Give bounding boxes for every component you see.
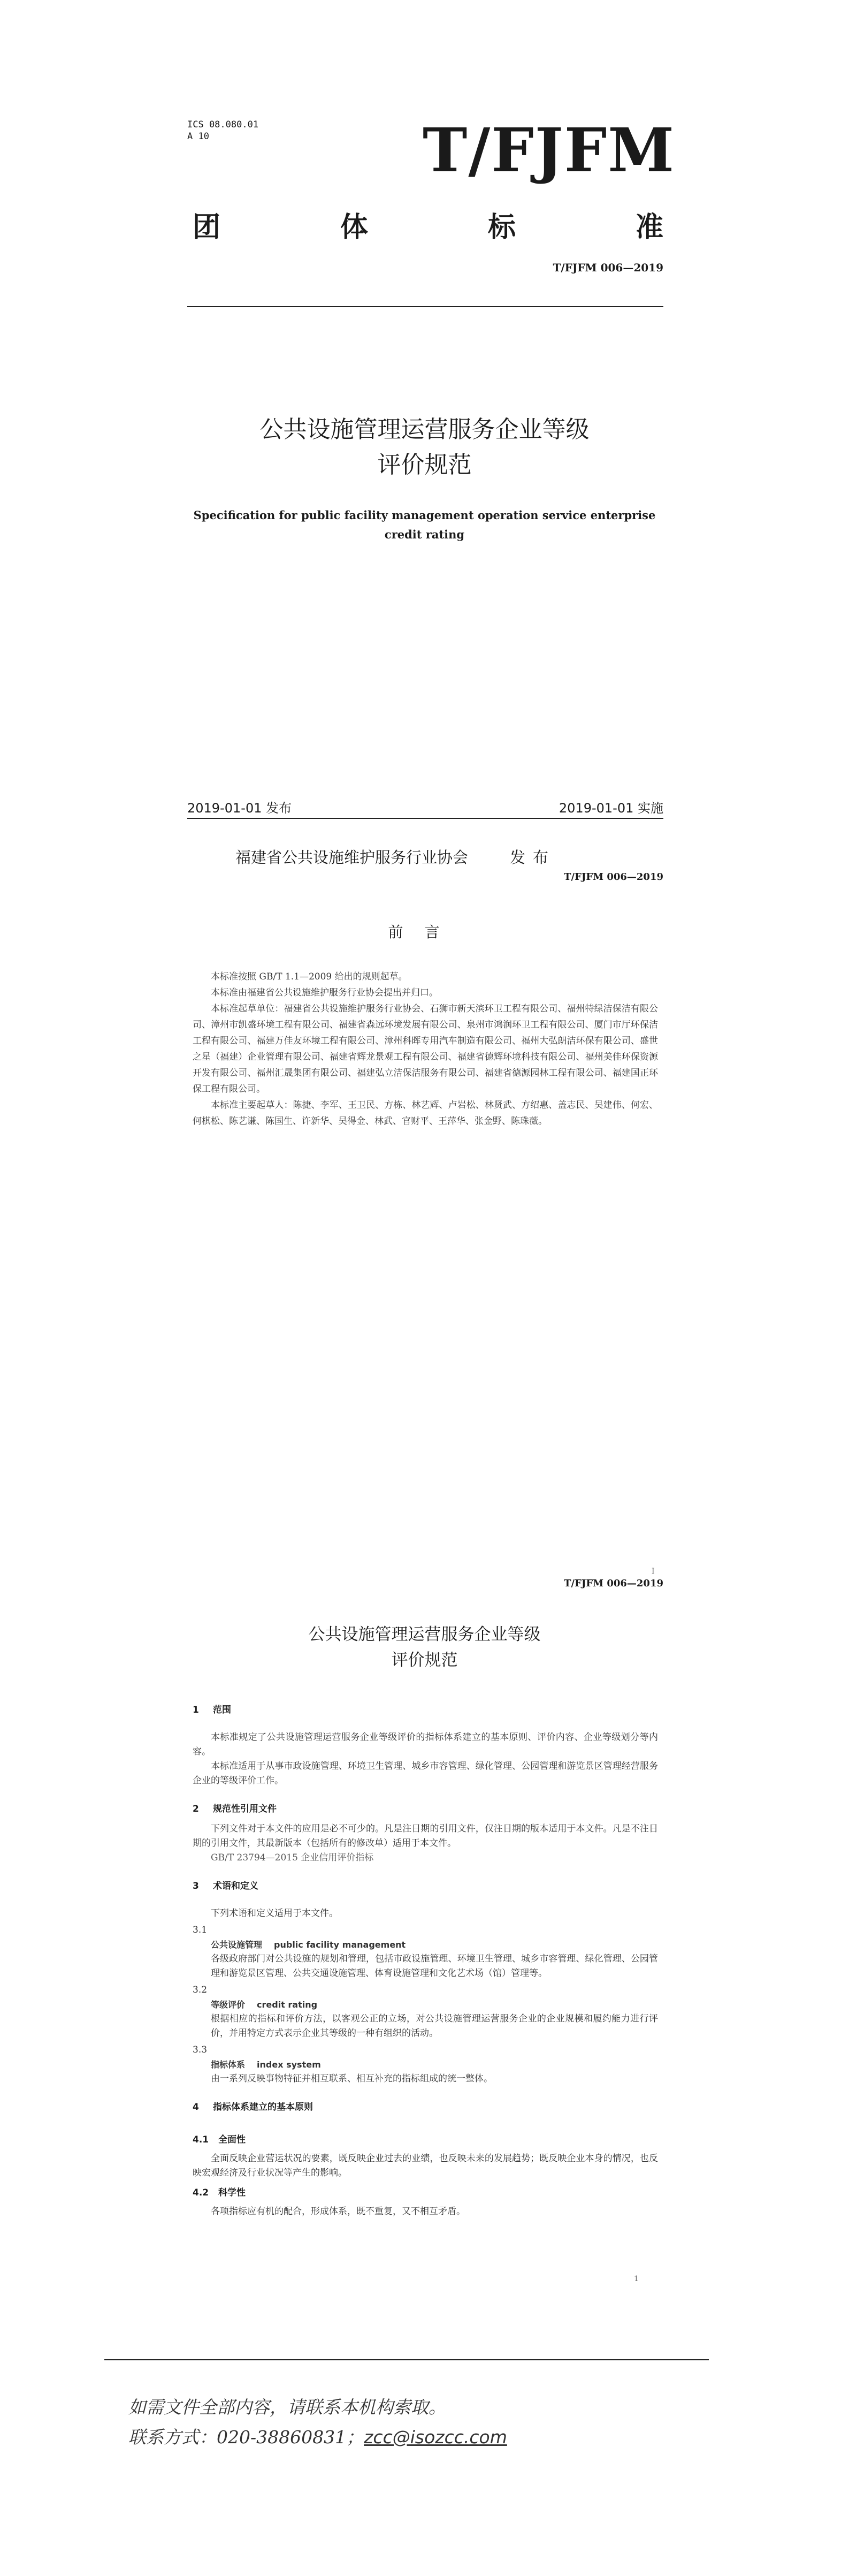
term-zh: 公共设施管理	[211, 1940, 263, 1950]
contact-phone: 联系方式：020-38860831；	[128, 2427, 364, 2448]
body-title-line1: 公共设施管理运营服务企业等级	[308, 1625, 541, 1644]
section-paragraph: 全面反映企业营运状况的要素，既反映企业过去的业绩，也反映未来的发展趋势；既反映企业本身的情况，也反映宏观经济及行业状况等产生的影响。	[193, 2153, 658, 2178]
term-number: 3.3	[193, 2045, 208, 2055]
issue-date: 2019-01-01 发布	[187, 801, 292, 816]
contact-request-text: 如需文件全部内容，请联系本机构索取。	[128, 2397, 446, 2418]
term-zh: 等级评价	[211, 2000, 246, 2010]
cover-title-zh-line2: 评价规范	[377, 451, 472, 478]
contact-block	[128, 2392, 507, 2452]
foreword-paragraph: 本标准按照 GB/T 1.1—2009 给出的规则起草。	[211, 971, 408, 982]
category-char: 团	[193, 211, 221, 244]
foreword-paragraph: 本标准主要起草人：陈捷、李军、王卫民、方栋、林艺辉、卢岩松、林贤武、方绍惠、盖志民、吴建伟、何宏、何棋松、陈艺谦、陈国生、许新华、吴得金、林武、官财平、王萍华、张金野、陈珠薇。	[193, 1100, 658, 1127]
foreword-title: 前言	[388, 923, 461, 941]
term-number: 3.1	[193, 1925, 208, 1935]
term-heading	[193, 1997, 658, 2012]
cover-title-zh-line1: 公共设施管理运营服务企业等级	[259, 416, 590, 443]
section-title: 术语和定义	[213, 1881, 258, 1891]
cover-divider-bottom	[187, 818, 663, 819]
section-paragraph: 各项指标应有机的配合，形成体系，既不重复，又不相互矛盾。	[211, 2206, 465, 2217]
term-definition: 由一系列反映事物特征并相互联系、相互补充的指标组成的统一整体。	[211, 2073, 493, 2084]
normative-reference: GB/T 23794—2015 企业信用评价指标	[211, 1852, 374, 1863]
subsection-heading	[193, 2133, 658, 2147]
subsection-number: 4.1	[193, 2134, 209, 2145]
section-number: 3	[193, 1881, 199, 1891]
section-heading	[193, 1703, 658, 1718]
contact-email-link[interactable]: zcc@isozcc.com	[364, 2427, 507, 2448]
foreword-standard-code: T/FJFM 006—2019	[564, 871, 663, 883]
cover-title-en	[182, 506, 667, 544]
term-number: 3.2	[193, 1985, 208, 1995]
foreword-paragraph: 本标准起草单位：福建省公共设施维护服务行业协会、石狮市新天滨环卫工程有限公司、福州特绿洁保洁有限公司、漳州市凯盛环境工程有限公司、福建省森远环境发展有限公司、泉州市鸿润环卫工程有限公司、厦门市厅环保洁工程有限公司、福建万佳友环境工程有限公司、漳州科晖专用汽车制造有限公司、福州大弘朗洁环保有限公司、盛世之星（福建）企业管理有限公司、福建省辉龙景观工程有限公司、福建省德辉环境科技有限公司、福州美佳环保资源开发有限公司、福州汇晟集团有限公司、福建弘立洁保洁服务有限公司、福建省德源园林工程有限公司、福建国正环保工程有限公司。	[193, 1004, 658, 1095]
section-title: 指标体系建立的基本原则	[213, 2102, 313, 2113]
term-heading	[193, 2057, 658, 2072]
term-heading	[193, 1937, 658, 1952]
term-definition: 根据相应的指标和评价方法，以客观公正的立场，对公共设施管理运营服务企业的企业规模和履约能力进行评价，并用特定方式表示企业其等级的一种有组织的活动。	[211, 2013, 658, 2039]
subsection-title: 全面性	[218, 2134, 246, 2145]
subsection-heading	[193, 2186, 658, 2200]
issue-word: 发布	[510, 848, 556, 867]
foreword-body	[193, 969, 658, 1129]
section-heading	[193, 1802, 658, 1817]
category-char: 准	[635, 211, 663, 244]
implement-date: 2019-01-01 实施	[559, 801, 663, 816]
bottom-page-number: 1	[634, 2275, 639, 2283]
ics-number: ICS 08.080.01	[187, 119, 259, 130]
cover-divider-top	[187, 306, 663, 307]
term-definition: 各级政府部门对公共设施的规划和管理，包括市政设施管理、环境卫生管理、城乡市容管理、绿化管理、公园管理和游览景区管理、公共交通设施管理、体育设施管理和文化艺术场（馆）管理等。	[211, 1954, 658, 1979]
section-number: 4	[193, 2102, 199, 2113]
standard-brand-logo: T/FJFM	[423, 116, 676, 186]
body-title	[160, 1622, 689, 1673]
top-page-number: I	[652, 1567, 655, 1576]
term-en: public facility management	[274, 1940, 406, 1950]
section-paragraph: 本标准适用于从事市政设施管理、环境卫生管理、城乡市容管理、绿化管理、公园管理和游览景区管理经营服务企业的等级评价工作。	[193, 1761, 658, 1786]
category-char: 标	[487, 211, 516, 244]
contact-line	[128, 2422, 507, 2452]
cover-title-zh	[160, 412, 689, 483]
section-paragraph: 下列文件对于本文件的应用是必不可少的。凡是注日期的引用文件，仅注日期的版本适用于本文件。凡是不注日期的引用文件，其最新版本（包括所有的修改单）适用于本文件。	[193, 1823, 658, 1849]
body-standard-code: T/FJFM 006—2019	[564, 1578, 663, 1589]
section-title: 规范性引用文件	[213, 1804, 277, 1814]
term-zh: 指标体系	[211, 2060, 246, 2070]
subsection-number: 4.2	[193, 2187, 209, 2198]
section-paragraph: 下列术语和定义适用于本文件。	[211, 1908, 338, 1919]
issuer-name: 福建省公共设施维护服务行业协会	[235, 848, 469, 867]
ccs-number: A 10	[187, 131, 209, 142]
footer-divider	[104, 2359, 709, 2360]
section-heading	[193, 2100, 658, 2115]
cover-title-en-line2: credit rating	[384, 528, 465, 541]
category-char: 体	[340, 211, 368, 244]
standard-category	[193, 204, 663, 245]
section-number: 2	[193, 1804, 199, 1814]
foreword-paragraph: 本标准由福建省公共设施维护服务行业协会提出并归口。	[211, 987, 438, 998]
term-en: credit rating	[257, 2000, 318, 2010]
section-heading	[193, 1879, 658, 1894]
section-title: 范围	[213, 1705, 231, 1715]
cover-standard-code: T/FJFM 006—2019	[553, 261, 663, 274]
ics-code-block	[187, 119, 258, 142]
body-title-line2: 评价规范	[391, 1651, 458, 1670]
term-en: index system	[257, 2060, 321, 2070]
cover-title-en-line1: Specification for public facility management operation service enterprise	[193, 508, 656, 522]
subsection-title: 科学性	[218, 2187, 246, 2198]
section-paragraph: 本标准规定了公共设施管理运营服务企业等级评价的指标体系建立的基本原则、评价内容、企业等级划分等内容。	[193, 1732, 658, 1757]
body-content	[193, 1697, 658, 2219]
section-number: 1	[193, 1705, 199, 1715]
issuer-line	[235, 846, 621, 868]
